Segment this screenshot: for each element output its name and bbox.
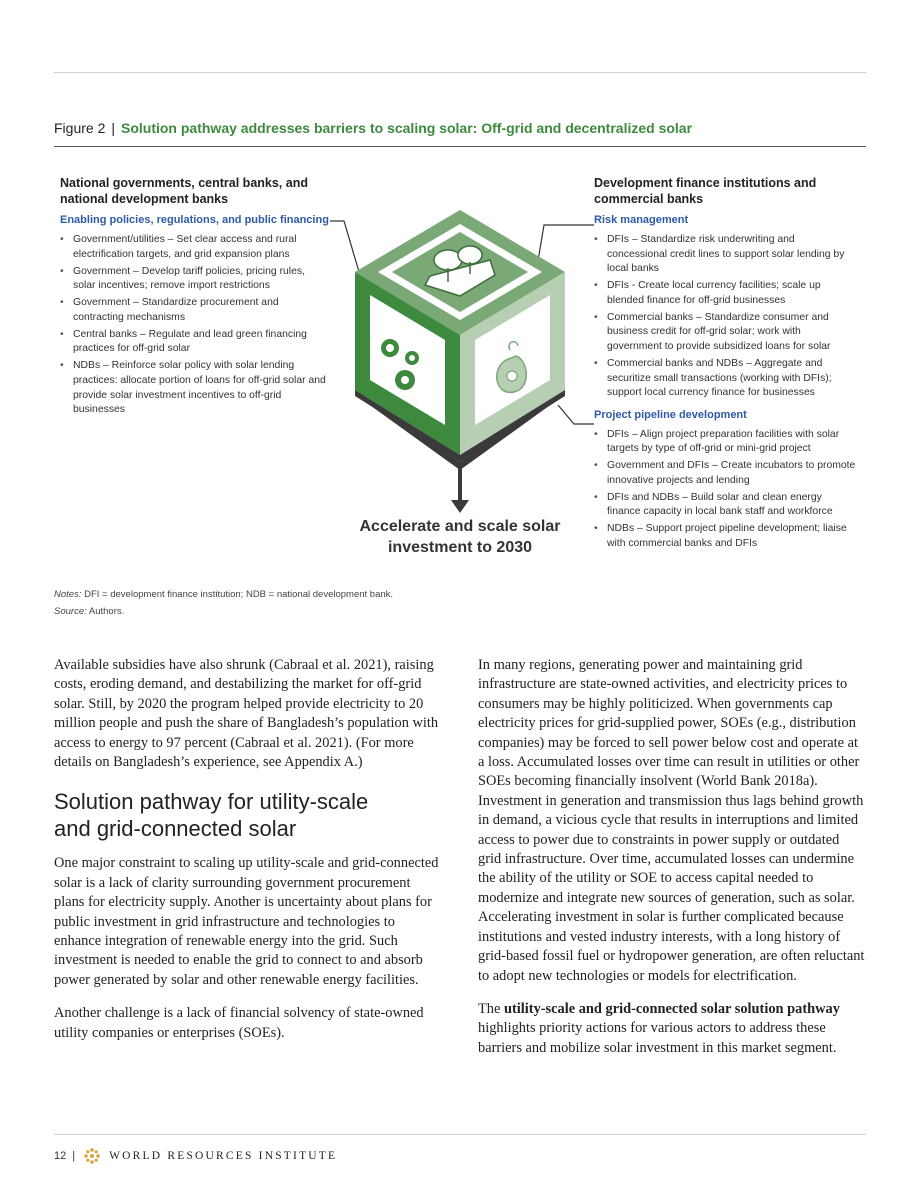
list-item: • DFIs – Standardize risk underwriting and concessional credit lines to support solar lending by local banks	[594, 233, 856, 277]
top-rule	[54, 72, 866, 73]
figure-title-rule	[54, 146, 866, 147]
list-item: • DFIs and NDBs – Build solar and clean energy finance capacity in local bank staff and workforce	[594, 491, 856, 520]
body-paragraph: In many regions, generating power and maintaining grid infrastructure are state-owned activities, and electricity prices to consumers may be highly politicized. When governments cap electricity prices for grid-supplied power, SOEs (e.g., distribution companies) may be forced to sell power below cost and operate at a loss. Accumulated losses over time can result in utilities or other SOEs becoming financially insolvent (World Bank 2018a). Investment in generation and transmission thus lags behind growth in demand, a vicious cycle that results in interruptions and limited access to power due to constraints in power supply or outdated grid infrastructure. Over time, accumulated losses can undermine the ability of the utility or SOE to access capital needed to modernize and integrate new sources of generation, such as solar. Accelerating investment in solar is further complicated because institutions and vested industry interests, with a long history of grid-based fossil fuel or hydropower generation, are often reluctant to adopt new technologies or models for electrification.	[478, 657, 865, 984]
right-actor-heading: Development finance institutions and commercial banks	[594, 176, 817, 206]
pathway-name: utility-scale and grid-connected solar solution pathway	[503, 1000, 840, 1017]
source-text: Authors.	[86, 606, 125, 617]
left-action-list	[60, 233, 328, 418]
section-heading: Solution pathway for utility-scale and grid-connected solar	[54, 789, 369, 842]
source-line	[54, 603, 393, 620]
body-paragraph: Another challenge is a lack of financial solvency of state-owned utility companies or enterprises (SOEs).	[54, 1005, 424, 1041]
right-actor-panel	[594, 175, 856, 554]
list-item: • NDBs – Support project pipeline development; liaise with commercial banks and DFIs	[594, 522, 856, 551]
list-item: • DFIs - Create local currency facilities; scale up blended finance for off-grid businesses	[594, 279, 856, 308]
figure-title	[54, 120, 692, 136]
risk-management-heading: Risk management	[594, 214, 689, 226]
notes-label: Notes:	[54, 589, 82, 600]
wri-logo-icon	[83, 1147, 101, 1165]
risk-management-list	[594, 233, 856, 401]
list-item: • Central banks – Regulate and lead green financing practices for off-grid solar	[60, 328, 328, 357]
body-left-column	[54, 656, 440, 1057]
project-pipeline-heading: Project pipeline development	[594, 408, 747, 421]
left-actor-panel	[60, 175, 328, 420]
right-connector-line-bottom	[558, 405, 594, 424]
list-item: • Government and DFIs – Create incubators to promote innovative projects and lending	[594, 459, 856, 488]
footer-brand: WORLD RESOURCES INSTITUTE	[109, 1150, 338, 1162]
list-item: • Government – Standardize procurement and contracting mechanisms	[60, 296, 328, 325]
body-right-column	[478, 656, 866, 1072]
list-item: • Commercial banks – Standardize consumer and business credit for off-grid solar; work with government to provide subsidized loans for solar	[594, 311, 856, 355]
figure-title-text: Solution pathway addresses barriers to scaling solar: Off-grid and decentralized solar	[121, 120, 693, 136]
page-number: 12	[54, 1150, 67, 1162]
left-subheading: Enabling policies, regulations, and public financing	[60, 214, 329, 226]
list-item: • Commercial banks and NDBs – Aggregate and securitize small transactions (working with DFIs); support local currency finance for businesses	[594, 357, 856, 401]
cube-outcome-label: Accelerate and scale solar investment to 2030	[359, 518, 561, 556]
arrow-head	[451, 500, 469, 513]
body-paragraph: One major constraint to scaling up utility-scale and grid-connected solar is a lack of clarity surrounding government procurement plans for electricity supply. Another is uncertainty about plans for public investment in grid infrastructure and technologies to enhance integration of renewable energy into the grid. Such investment is needed to enable the grid to connect to and absorb power generated by solar and other renewable energy facilities.	[54, 855, 439, 988]
body-paragraph: The utility-scale and grid-connected solar solution pathway highlights priority actions for various actors to address these barriers and mobilize solar investment in this market segment.	[478, 1000, 840, 1056]
figure-number: Figure 2	[54, 120, 106, 136]
list-item: • Government – Develop tariff policies, pricing rules, solar incentives; remove import restrictions	[60, 265, 328, 294]
list-item: • DFIs – Align project preparation facilities with solar targets by type of off-grid or mini-grid project	[594, 428, 856, 457]
body-paragraph: Available subsidies have also shrunk (Cabraal et al. 2021), raising costs, eroding demand, and destabilizing the market for off-grid solar. Still, by 2020 the program helped provide electricity to 20 million people and push the share of Bangladesh’s population with access to energy to 97 percent (Cabraal et al. 2021). (For more details on Bangladesh’s experience, see Appendix A.)	[54, 657, 439, 771]
notes-text: DFI = development finance institution; NDB = national development bank.	[81, 589, 394, 600]
figure-notes	[54, 586, 393, 620]
notes-line	[54, 586, 393, 603]
project-pipeline-list	[594, 428, 856, 552]
source-label: Source:	[54, 606, 87, 617]
list-item: • NDBs – Reinforce solar policy with solar lending practices: allocate portion of loans for off-grid solar and provide solar investment incentives to off-grid businesses	[60, 359, 328, 417]
footer-separator: |	[72, 1150, 76, 1162]
left-actor-heading: National governments, central banks, and national development banks	[60, 176, 308, 206]
figure-separator: |	[111, 120, 115, 136]
footer-rule	[54, 1134, 866, 1135]
list-item: • Government/utilities – Set clear access and rural electrification targets, and grid expansion plans	[60, 233, 328, 262]
solution-cube-diagram	[320, 200, 600, 520]
page-footer	[54, 1147, 337, 1165]
